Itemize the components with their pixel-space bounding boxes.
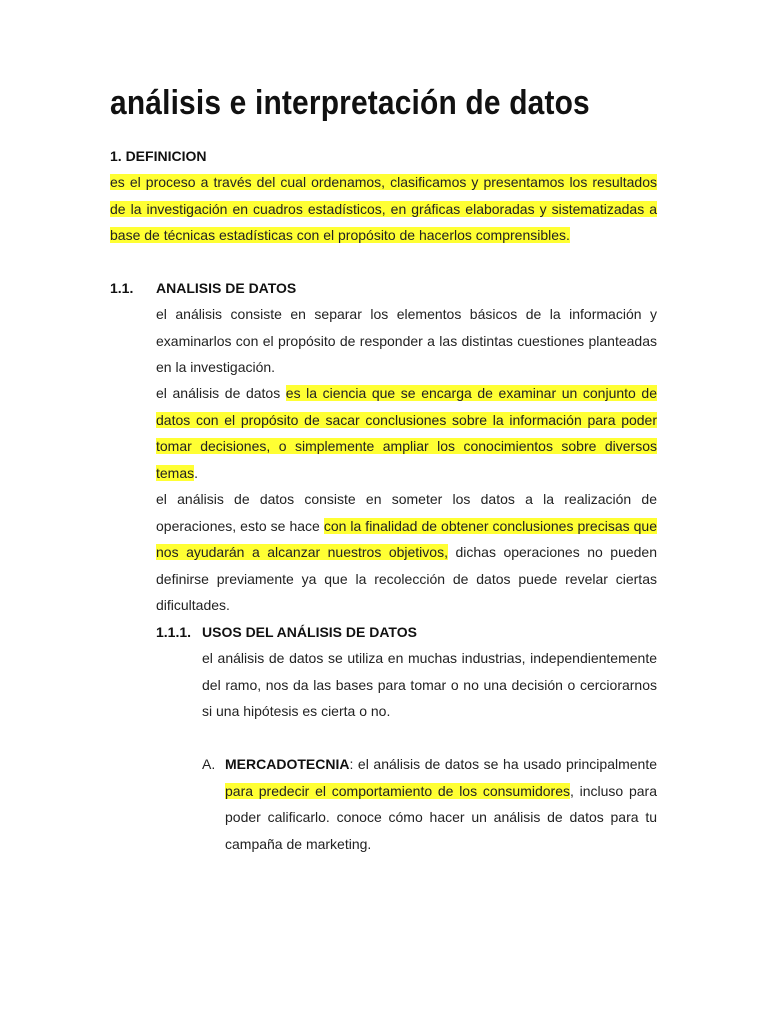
section-1-1-paragraph-2 — [156, 380, 657, 486]
section-1-1-1-paragraph: el análisis de datos se utiliza en muchas industrias, independientemente del ramo, nos da las bases para tomar o no una decisión o cerciorarnos si una hipótesis es cierta o no. — [202, 650, 657, 720]
item-a-paragraph — [225, 751, 657, 857]
p2-highlight: es la ciencia que se encarga de examinar un conjunto de datos con el propósito de sacar conclusiones sobre la información para poder tomar decisiones, o simplemente ampliar los conocimientos sobre diversos temas — [156, 385, 657, 481]
section-1-1-heading: ANALISIS DE DATOS — [156, 280, 297, 296]
item-a-plain-1: : el análisis de datos se ha usado principalmente — [349, 756, 657, 772]
item-a-term: MERCADOTECNIA — [225, 756, 350, 772]
section-1-paragraph — [110, 169, 657, 249]
document-title: análisis e interpretación de datos — [110, 84, 590, 122]
section-1-1-paragraph-3 — [156, 486, 657, 619]
p3-plain: el análisis de datos consiste en someter los datos a la realización de operaciones, esto se hace — [156, 491, 657, 534]
item-a-plain-2: , incluso para poder calificarlo. conoce cómo hacer un análisis de datos para tu campaña de marketing. — [225, 782, 657, 852]
p3-end: dichas operaciones no pueden definirse previamente ya que la recolección de datos puede revelar ciertas dificultades. — [156, 544, 657, 614]
item-a-label: A. — [202, 756, 216, 772]
section-1-1-1-number: 1.1.1. — [156, 624, 192, 640]
p2-plain: el análisis de datos — [156, 385, 286, 401]
p3-highlight: con la finalidad de obtener conclusiones precisas que nos ayudarán a alcanzar nuestros objetivos, — [156, 517, 657, 561]
section-1-1-number: 1.1. — [110, 280, 134, 296]
item-a-highlight: para predecir el comportamiento de los consumidores — [225, 782, 570, 799]
definition-highlight: es el proceso a través del cual ordenamos, clasificamos y presentamos los resultados de la investigación en cuadros estadísticos, en gráficas elaboradas y sistematizadas a base de técnicas estadísticas con el propósito de hacerlos comprensibles. — [110, 174, 657, 244]
p2-end: . — [194, 464, 199, 481]
section-1-1-paragraph-1: el análisis consiste en separar los elementos básicos de la información y examinarlos con el propósito de responder a las distintas cuestiones planteadas en la investigación. — [156, 306, 657, 376]
section-1-heading: 1. DEFINICION — [110, 148, 207, 164]
section-1-1-1-heading: USOS DEL ANÁLISIS DE DATOS — [202, 624, 417, 640]
